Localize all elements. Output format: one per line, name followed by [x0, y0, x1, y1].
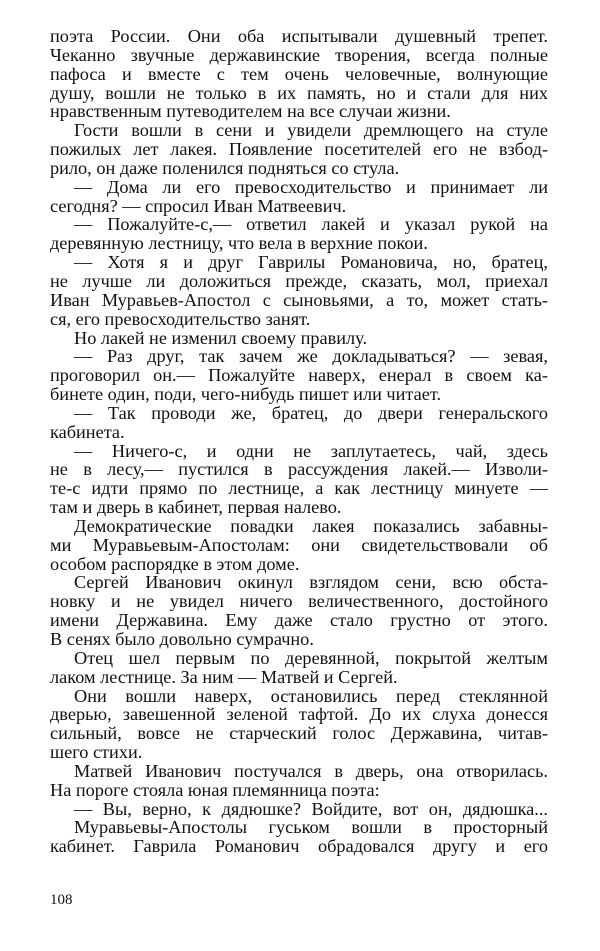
text-line: рило, он даже поленился подняться со стула. [50, 157, 400, 178]
text-line: Но лакей не изменил своему правилу. [74, 327, 368, 348]
text-line: там и дверь в кабинет, первая налево. [50, 497, 342, 518]
text-line: сильный, вовсе не старческий голос Державина, читав- [50, 723, 548, 744]
text-line: — Дома ли его превосходительство и принимает ли [74, 176, 548, 197]
text-line: дверью, завешенной зеленой тафтой. До их слуха донесся [50, 704, 548, 725]
text-line: кабинет. Гаврила Романович обрадовался другу и его [50, 836, 548, 857]
page-number: 108 [50, 892, 73, 908]
text-line: В сенях было довольно сумрачно. [50, 629, 314, 649]
text-line: Муравьевы-Апостолы гуськом вошли в просторный [74, 817, 548, 838]
text-line: не лучше ли доложиться прежде, сказать, мол, приехал [50, 270, 548, 291]
text-line: На пороге стояла юная племянница поэта: [50, 779, 380, 800]
page-body [50, 27, 548, 856]
text-line: Сергей Иванович окинул взглядом сени, всю обста- [74, 572, 548, 593]
text-line: Гости вошли в сени и увидели дремлющего на стуле [74, 120, 548, 141]
text-line: нравственным путеводителем на все случаи жизни. [50, 101, 451, 122]
text-line: — Пожалуйте-с,— ответил лакей и указал рукой на [74, 214, 548, 235]
text-line: кабинета. [50, 421, 125, 442]
text-line: Они вошли наверх, остановились перед стеклянной [74, 685, 548, 706]
text-line: Отец шел первым по деревянной, покрытой желтым [74, 647, 548, 668]
text-line: деревянную лестницу, что вела в верхние покои. [50, 233, 428, 254]
text-line: не в лесу,— пустился в рассуждения лакей.— Изволи- [50, 459, 548, 480]
text-line: Чеканно звучные державинские творения, всегда полные [50, 44, 548, 65]
text-line: — Раз друг, так зачем же докладываться? — зевая, [74, 346, 548, 367]
text-line: лаком лестнице. За ним — Матвей и Сергей. [50, 666, 398, 687]
text-line: бинете один, поди, чего-нибудь пишет или читает. [50, 384, 442, 405]
text-line: ми Муравьевым-Апостолам: они свидетельствовали об [50, 534, 548, 555]
text-line: — Хотя я и друг Гаврилы Романовича, но, братец, [74, 252, 548, 273]
text-line: проговорил он.— Пожалуйте наверх, енерал в своем ка- [50, 365, 548, 386]
text-line: Иван Муравьев-Апостол с сыновьями, а то, может стать- [50, 289, 548, 310]
text-line: душу, вошли не только в их память, но и стали для них [50, 82, 548, 103]
text-line: — Вы, верно, к дядюшке? Войдите, вот он, дядюшка... [74, 798, 548, 819]
text-line: Демократические повадки лакея показались забавны- [74, 515, 548, 536]
text-line: пафоса и вместе с тем очень человечные, волнующие [50, 63, 548, 84]
text-line: пожилых лет лакея. Появление посетителей его не взбод- [50, 139, 548, 160]
text-line: поэта России. Они оба испытывали душевный трепет. [50, 26, 548, 46]
text-line: имени Державина. Ему даже стало грустно от этого. [50, 610, 548, 631]
text-line: особом распорядке в этом доме. [50, 553, 300, 574]
text-line: — Ничего-с, и одни не заплутаетесь, чай, здесь [74, 440, 548, 461]
text-line: сегодня? — спросил Иван Матвеевич. [50, 195, 347, 216]
text-line: шего стихи. [50, 742, 143, 763]
text-line: — Так проводи же, братец, до двери генеральского [74, 402, 548, 423]
text-line: Матвей Иванович постучался в дверь, она отворилась. [74, 760, 548, 781]
text-line: новку и не увидел ничего величественного, достойного [50, 591, 548, 612]
text-line: те-с идти прямо по лестнице, а как лестницу минуете — [50, 478, 548, 499]
text-line: ся, его превосходительство занят. [50, 308, 311, 329]
